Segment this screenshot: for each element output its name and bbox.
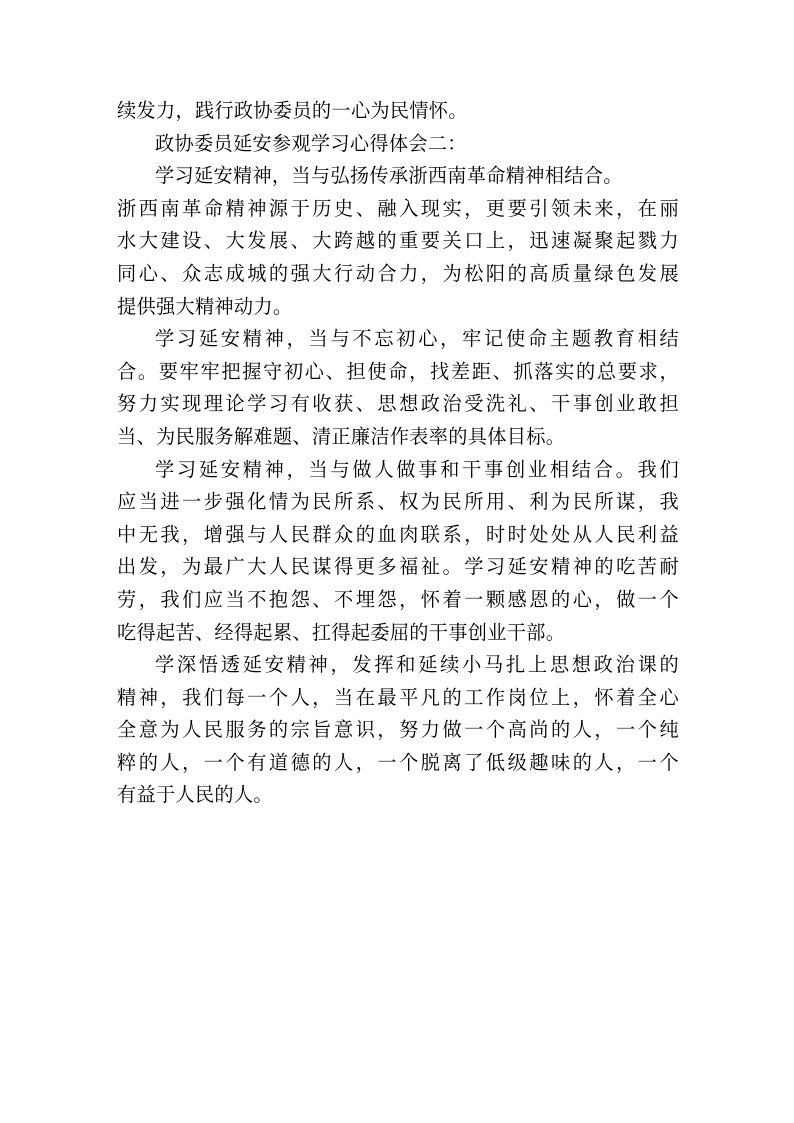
text-line: 出发，为最广大人民谋得更多福祉。学习延安精神的吃苦耐: [117, 555, 679, 579]
text-line: 同心、众志成城的强大行动合力，为松阳的高质量绿色发展: [117, 261, 679, 285]
text-line: 劳，我们应当不抱怨、不埋怨，怀着一颗感恩的心，做一个: [117, 587, 679, 611]
text-line: 学深悟透延安精神，发挥和延续小马扎上思想政治课的: [155, 653, 679, 677]
text-line: 全意为人民服务的宗旨意识，努力做一个高尚的人，一个纯: [117, 718, 679, 742]
section-heading: 政协委员延安参观学习心得体会二：: [155, 131, 467, 155]
body-text: [117, 95, 679, 812]
text-line: 精神，我们每一个人，当在最平凡的工作岗位上，怀着全心: [117, 685, 679, 709]
text-line: 学习延安精神，当与弘扬传承浙西南革命精神相结合。: [155, 164, 623, 188]
text-line: 水大建设、大发展、大跨越的重要关口上，迅速凝聚起戮力: [117, 229, 679, 253]
text-line: 当、为民服务解难题、清正廉洁作表率的具体目标。: [117, 424, 566, 448]
text-line: 应当进一步强化情为民所系、权为民所用、利为民所谋，我: [117, 490, 679, 514]
text-line: 续发力，践行政协委员的一心为民情怀。: [117, 99, 468, 122]
text-line: 努力实现理论学习有收获、思想政治受洗礼、干事创业敢担: [117, 392, 679, 416]
text-line: 吃得起苦、经得起累、扛得起委屈的干事创业干部。: [117, 620, 566, 644]
text-line: 学习延安精神，当与做人做事和干事创业相结合。我们: [155, 457, 679, 481]
text-line: 学习延安精神，当与不忘初心，牢记使命主题教育相结: [155, 327, 679, 351]
text-line: 中无我，增强与人民群众的血肉联系，时时处处从人民利益: [117, 522, 679, 546]
text-line: 有益于人民的人。: [117, 783, 273, 807]
text-line: 合。要牢牢把握守初心、担使命，找差距、抓落实的总要求，: [117, 359, 679, 383]
text-line: 提供强大精神动力。: [117, 294, 293, 318]
text-line: 粹的人，一个有道德的人，一个脱离了低级趣味的人，一个: [117, 750, 679, 774]
text-line: 浙西南革命精神源于历史、融入现实，更要引领未来，在丽: [117, 196, 679, 220]
